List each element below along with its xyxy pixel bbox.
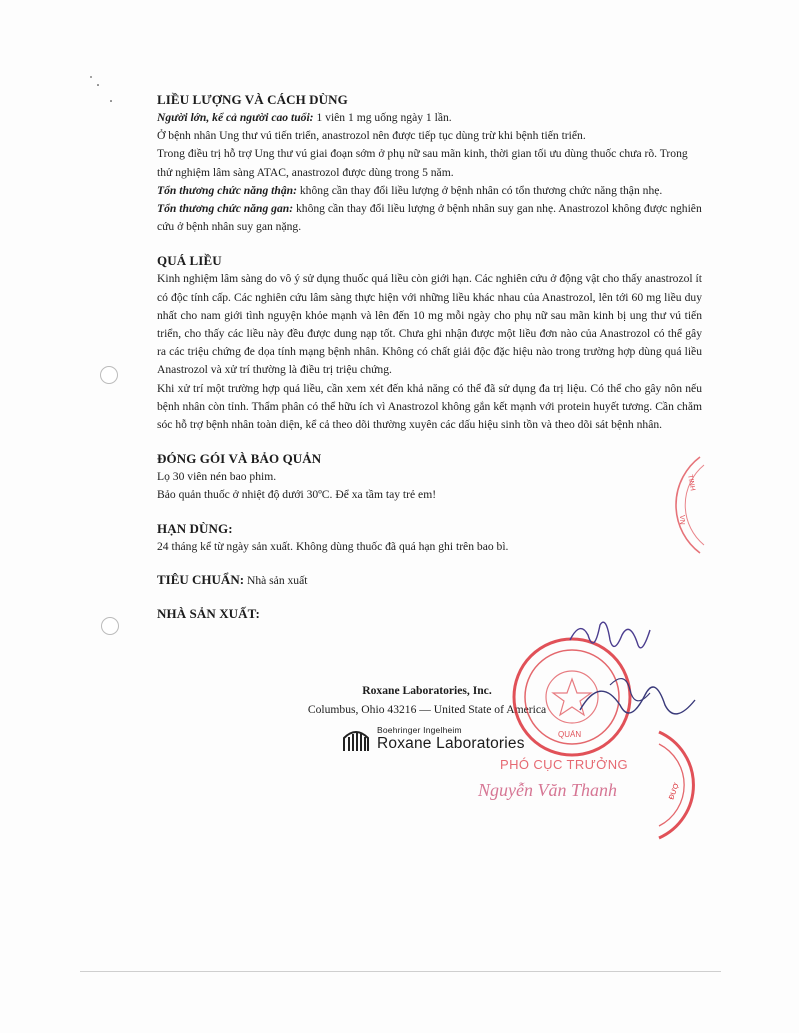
company-logo (341, 725, 525, 753)
renal-label: Tổn thương chức năng thận: (157, 183, 297, 197)
packaging-line-1: Lọ 30 viên nén bao phim. (157, 470, 277, 484)
renal-text: không cần thay đổi liều lượng ở bệnh nhân có tổn thương chức năng thận nhẹ. (296, 183, 663, 197)
adjuvant-note: Trong điều trị hỗ trợ Ung thư vú giai đoạn sớm ở phụ nữ sau mãn kinh, thời gian tối ưu dùng thuốc chưa rõ. Trong thử nghiệm lâm sàng ATAC, anastrozol được dùng trong 5 năm. (157, 147, 688, 179)
stamp-ring-word: QUẢN (558, 730, 582, 739)
overdose-section (157, 252, 702, 434)
partial-stamp-bottom (655, 730, 700, 840)
adults-text: 1 viên 1 mg uống ngày 1 lần. (313, 111, 452, 124)
hepatic-text: không cần thay đổi liều lượng ở bệnh nhân suy gan nhẹ. Anastrozol không được nghiên cứu ở bệnh nhân suy gan nặng. (157, 202, 702, 234)
svg-text:VN: VN (678, 515, 685, 525)
svg-text:ĐƯỢ: ĐƯỢ (668, 782, 681, 801)
standard-heading: TIÊU CHUẨN: (157, 571, 245, 587)
overdose-paragraph-1: Kinh nghiệm lâm sàng do vô ý sử dụng thuốc quá liều còn giới hạn. Các nghiên cứu ở động vật cho thấy anastrozol ít có độc tính cấp. Các nghiên cứu lâm sàng thực hiện với những liều khác nhau của Anastrozol, lên tới 60 mg liều duy nhất cho nam giới tình nguyện khỏe mạnh và lên đến 10 mg mỗi ngày cho phụ nữ sau mãn kinh bị ung thư vú tiến triển, cho thấy các liều này đều được dung nạp tốt. Chưa ghi nhận được một liều đơn nào của Anastrozol có thể gây ra các triệu chứng đe dọa tính mạng bệnh nhân. Không có chất giải độc đặc hiệu nào trong trường hợp dùng quá liều Anastrozol và xử trí thường là điều trị triệu chứng. (157, 272, 702, 377)
standard-section (157, 571, 702, 590)
hepatic-label: Tổn thương chức năng gan: (157, 202, 294, 216)
page-bottom-rule (80, 971, 721, 972)
manufacturer-address: Columbus, Ohio 43216 — United State of America (307, 702, 547, 716)
boehringer-logo-icon (341, 725, 371, 753)
hepatic-note (157, 200, 702, 236)
svg-text:TINH: TINH (686, 474, 696, 492)
dosage-section (157, 91, 702, 236)
punch-hole (101, 617, 119, 635)
partial-stamp-top (660, 455, 705, 555)
adults-label: Người lớn, kể cả người cao tuổi: (157, 111, 314, 124)
document-body (157, 91, 702, 623)
logo-small-text: Boehringer Ingelheim (377, 725, 462, 735)
stamp-signer-name: Nguyễn Văn Thanh (478, 780, 617, 800)
scan-speck (97, 84, 99, 86)
scan-speck (90, 76, 92, 78)
punch-hole (100, 366, 118, 384)
advanced-cancer-note: Ở bệnh nhân Ung thư vú tiến triển, anastrozol nên được tiếp tục dùng trừ khi bệnh tiến triển. (157, 129, 586, 143)
logo-big-text: Roxane Laboratories (377, 735, 525, 752)
shelf-life-section (157, 520, 702, 556)
adults-dosage (157, 109, 702, 127)
stamp-title: PHÓ CỤC TRƯỞNG (500, 757, 629, 772)
packaging-section (157, 450, 702, 504)
manufacturer-name: Roxane Laboratories, Inc. (362, 684, 492, 697)
dosage-heading: LIỀU LƯỢNG VÀ CÁCH DÙNG (157, 92, 348, 107)
overdose-heading: QUÁ LIỀU (157, 253, 222, 269)
manufacturer-heading: NHÀ SẢN XUẤT: (157, 606, 260, 622)
renal-note (157, 182, 702, 200)
packaging-line-2: Bảo quản thuốc ở nhiệt độ dưới 30ºC. Để xa tầm tay trẻ em! (157, 488, 437, 502)
overdose-paragraph-2: Khi xử trí một trường hợp quá liều, cần xem xét đến khả năng có thể đã sử dụng đa trị liệu. Có thể cho gây nôn nếu bệnh nhân còn tỉnh. Thẩm phân có thể hữu ích vì Anastrozol không gắn kết mạnh với protein huyết tương. Cần chăm sóc hỗ trợ bệnh nhân toàn diện, kể cả theo dõi thường xuyên các dấu hiệu sinh tồn và theo dõi sát bệnh nhân. (157, 381, 702, 432)
standard-text: Nhà sản xuất (244, 573, 308, 587)
scan-speck (110, 100, 112, 102)
shelf-life-heading: HẠN DÙNG: (157, 520, 233, 536)
packaging-heading: ĐÓNG GÓI VÀ BẢO QUẢN (157, 451, 322, 467)
standard-line (157, 571, 702, 590)
shelf-life-text: 24 tháng kể từ ngày sản xuất. Không dùng thuốc đã quá hạn ghi trên bao bì. (157, 539, 509, 553)
